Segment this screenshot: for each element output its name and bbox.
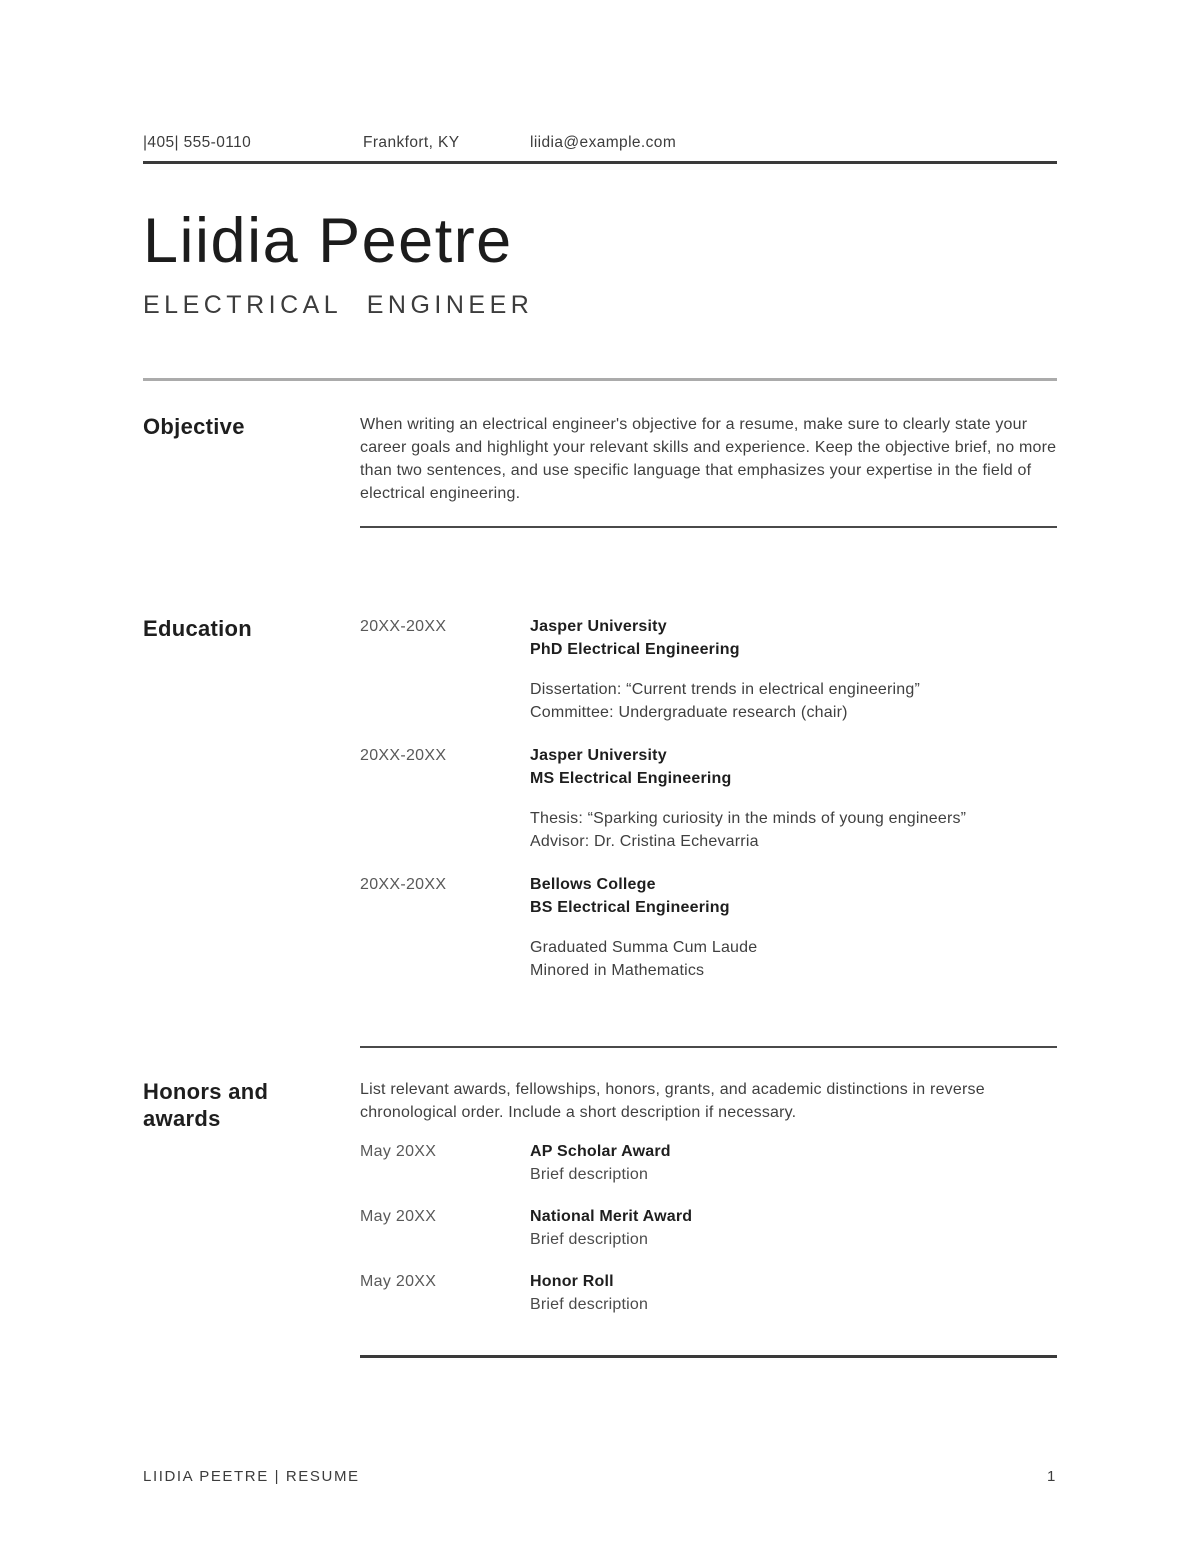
contact-phone: |405| 555-0110 <box>143 134 252 151</box>
honors-entry <box>360 1270 1057 1316</box>
honors-heading: Honors and awards <box>143 1079 269 1131</box>
education-entry-dates: 20XX-20XX <box>360 747 447 764</box>
objective-body: When writing an electrical engineer's objective for a resume, make sure to clearly state your career goals and highlight your relevant skills and experience. Keep the objective brief, no more than two sentences, and use specific language that emphasizes your expertise in the field of electrical engineering. <box>360 416 1057 502</box>
title-divider <box>143 378 1057 381</box>
footer-name: LIIDIA PEETRE | RESUME <box>143 1468 360 1485</box>
honors-entries <box>360 1140 1057 1316</box>
honors-award-title: Honor Roll <box>530 1273 614 1290</box>
honors-entry-body <box>530 1205 1057 1251</box>
education-entry <box>360 744 1057 853</box>
education-detail-line: Advisor: Dr. Cristina Echevarria <box>530 833 759 850</box>
honors-award-description: Brief description <box>530 1296 649 1313</box>
honors-entry-body <box>530 1140 1057 1186</box>
header-rule <box>143 161 1057 164</box>
education-section <box>143 615 1057 982</box>
education-detail-line: Dissertation: “Current trends in electrical engineering” <box>530 681 921 698</box>
honors-award-description: Brief description <box>530 1231 649 1248</box>
honors-entry-date: May 20XX <box>360 1273 437 1290</box>
education-entries <box>360 615 1057 982</box>
education-entry <box>360 873 1057 982</box>
honors-entry-date: May 20XX <box>360 1143 437 1160</box>
objective-section <box>143 413 1057 528</box>
education-entry-body <box>530 615 1057 724</box>
education-details <box>530 807 1057 853</box>
honors-intro: List relevant awards, fellowships, honors, grants, and academic distinctions in reverse chronological order. Include a short description if necessary. <box>360 1081 985 1121</box>
education-detail-line: Thesis: “Sparking curiosity in the minds of young engineers” <box>530 810 967 827</box>
honors-entry-body <box>530 1270 1057 1316</box>
honors-top-rule <box>360 1046 1057 1048</box>
honors-content <box>360 1078 1057 1335</box>
objective-heading: Objective <box>143 414 245 439</box>
education-detail-line: Committee: Undergraduate research (chair) <box>530 704 848 721</box>
education-heading: Education <box>143 616 253 641</box>
education-entry-dates: 20XX-20XX <box>360 876 447 893</box>
honors-award-description: Brief description <box>530 1166 649 1183</box>
candidate-name: Liidia Peetre <box>143 206 513 276</box>
education-school: Jasper University <box>530 747 667 764</box>
education-detail-line: Graduated Summa Cum Laude <box>530 939 758 956</box>
footer-page-number: 1 <box>1047 1468 1057 1485</box>
contact-location: Frankfort, KY <box>363 134 460 151</box>
education-entry-body <box>530 744 1057 853</box>
honors-award-title: AP Scholar Award <box>530 1143 671 1160</box>
education-degree: BS Electrical Engineering <box>530 899 730 916</box>
education-details <box>530 678 1057 724</box>
job-title: ELECTRICAL ENGINEER <box>143 291 534 319</box>
education-school: Jasper University <box>530 618 667 635</box>
education-entry-dates: 20XX-20XX <box>360 618 447 635</box>
honors-entry-date: May 20XX <box>360 1208 437 1225</box>
page-footer <box>143 1468 1057 1485</box>
education-details <box>530 936 1057 982</box>
honors-entry <box>360 1205 1057 1251</box>
contact-header <box>143 134 1057 152</box>
education-degree: MS Electrical Engineering <box>530 770 732 787</box>
education-entry-body <box>530 873 1057 982</box>
objective-rule <box>360 526 1057 528</box>
education-school: Bellows College <box>530 876 656 893</box>
education-entry <box>360 615 1057 724</box>
contact-email: liidia@example.com <box>530 134 677 151</box>
honors-award-title: National Merit Award <box>530 1208 693 1225</box>
honors-bottom-rule <box>360 1355 1057 1358</box>
honors-section <box>143 1078 1057 1335</box>
education-degree: PhD Electrical Engineering <box>530 641 740 658</box>
honors-entry <box>360 1140 1057 1186</box>
education-detail-line: Minored in Mathematics <box>530 962 705 979</box>
